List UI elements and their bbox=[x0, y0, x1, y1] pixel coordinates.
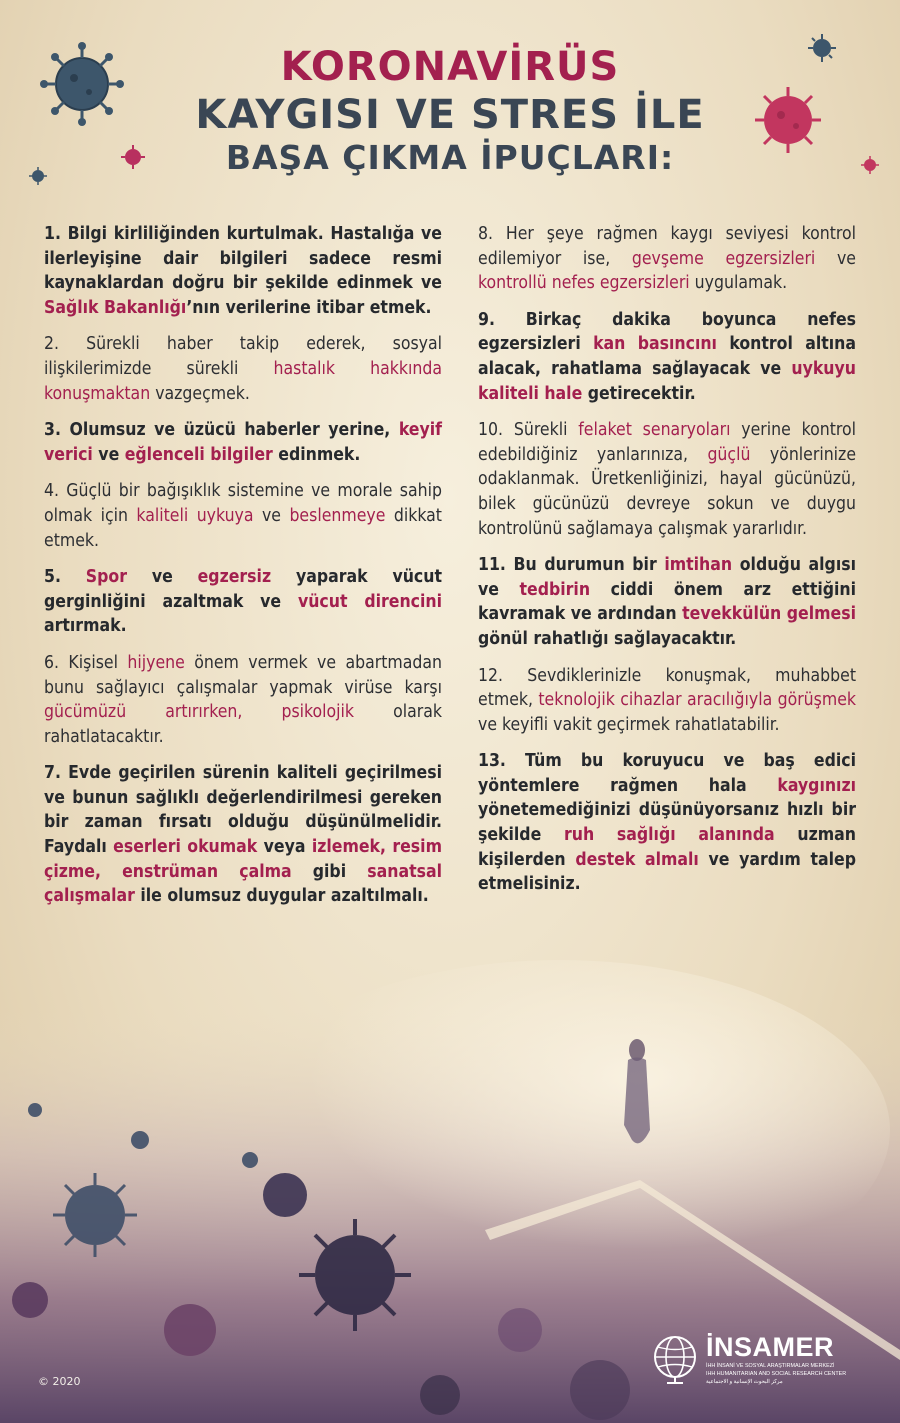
tip-2: 2. Sürekli haber takip ederek, sosyal ilişkilerimizde sürekli hastalık hakkında konuşmaktan vazgeçmek. bbox=[44, 334, 442, 404]
tips-left-column bbox=[44, 222, 442, 921]
logo-subtitle-ar: مركز البحوث الإنسانية و الاجتماعية bbox=[706, 1379, 783, 1385]
tip-6: 6. Kişisel hijyene önem vermek ve abartmadan bunu sağlayıcı çalışmalar yapmak virüse karşı gücümüzü artırırken, psikolojik olarak rahatlatacaktır. bbox=[44, 652, 442, 747]
copyright: © 2020 bbox=[38, 1375, 81, 1388]
tip-4: 4. Güçlü bir bağışıklık sistemine ve morale sahip olmak için kaliteli uykuya ve beslenmeye dikkat etmek. bbox=[44, 481, 442, 551]
tip-10: 10. Sürekli felaket senaryoları yerine kontrol edebildiğiniz yanlarınıza, güçlü yönlerinize odaklanmak. Üretkenliğinizi, hayal gücünüzü, bilek gücünüzü devreye sokun ve duygu kontrolünü sağlamaya çalışmak yararlıdır. bbox=[478, 420, 857, 539]
tip-13: 13. Tüm bu koruyucu ve baş edici yöntemlere rağmen hala kaygınızı yönetemediğinizi düşünüyorsanız hızlı bir şekilde ruh sağlığı alanında uzman kişilerden destek almalı ve yardım talep etmelisiniz. bbox=[478, 751, 857, 895]
tip-8: 8. Her şeye rağmen kaygı seviyesi kontrol edilemiyor ise, gevşeme egzersizleri ve kontrollü nefes egzersizleri uygulamak. bbox=[478, 224, 856, 294]
tips-right-column bbox=[478, 222, 856, 909]
tip-7: 7. Evde geçirilen sürenin kaliteli geçirilmesi ve bunun sağlıklı değerlendirilmesi gereken bir zaman fırsatı olduğu düşünülmelidir. Faydalı eserleri okumak veya izlemek, resim çizme, enstrüman çalma gibi sanatsal çalışmalar ile olumsuz duygular azaltılmalı. bbox=[44, 763, 442, 907]
insamer-logo bbox=[650, 1332, 875, 1392]
tip-5: 5. Spor ve egzersiz yaparak vücut gerginliğini azaltmak ve vücut direncini artırmak. bbox=[44, 567, 442, 637]
logo-subtitle-tr: İHH İNSANİ VE SOSYAL ARAŞTIRMALAR MERKEZİ bbox=[706, 1363, 835, 1369]
tip-11: 11. Bu durumun bir imtihan olduğu algısı ve tedbirin ciddi önem arz ettiğini kavramak ve ardından tevekkülün gelmesi gönül rahatlığı sağlayacaktır. bbox=[478, 555, 857, 649]
logo-name: İNSAMER bbox=[706, 1332, 835, 1362]
tip-1: 1. Bilgi kirliliğinden kurtulmak. Hastalığa ve ilerleyişine dair bilgileri sadece resmi kaynaklardan doğru bir şekilde edinmek ve Sağlık Bakanlığı’nın verilerine itibar etmek. bbox=[44, 224, 442, 318]
title-line-3: BAŞA ÇIKMA İPUÇLARI: bbox=[225, 138, 675, 177]
tip-9: 9. Birkaç dakika boyunca nefes egzersizleri kan basıncını kontrol altına alacak, rahatlama sağlayacak ve uykuyu kaliteli hale getirecektir. bbox=[478, 309, 856, 404]
title-line-1: KORONAVİRÜS bbox=[280, 44, 620, 90]
title-line-2: KAYGISI VE STRES İLE bbox=[195, 92, 705, 138]
tip-12: 12. Sevdiklerinizle konuşmak, muhabbet etmek, teknolojik cihazlar aracılığıyla görüşmek ve keyifli vakit geçirmek rahatlatabilir. bbox=[478, 665, 856, 735]
tip-3: 3. Olumsuz ve üzücü haberler yerine, keyif verici ve eğlenceli bilgiler edinmek. bbox=[44, 420, 442, 465]
logo-subtitle-en: IHH HUMANITARIAN AND SOCIAL RESEARCH CENTER bbox=[706, 1371, 847, 1377]
globe-icon bbox=[652, 1334, 698, 1384]
